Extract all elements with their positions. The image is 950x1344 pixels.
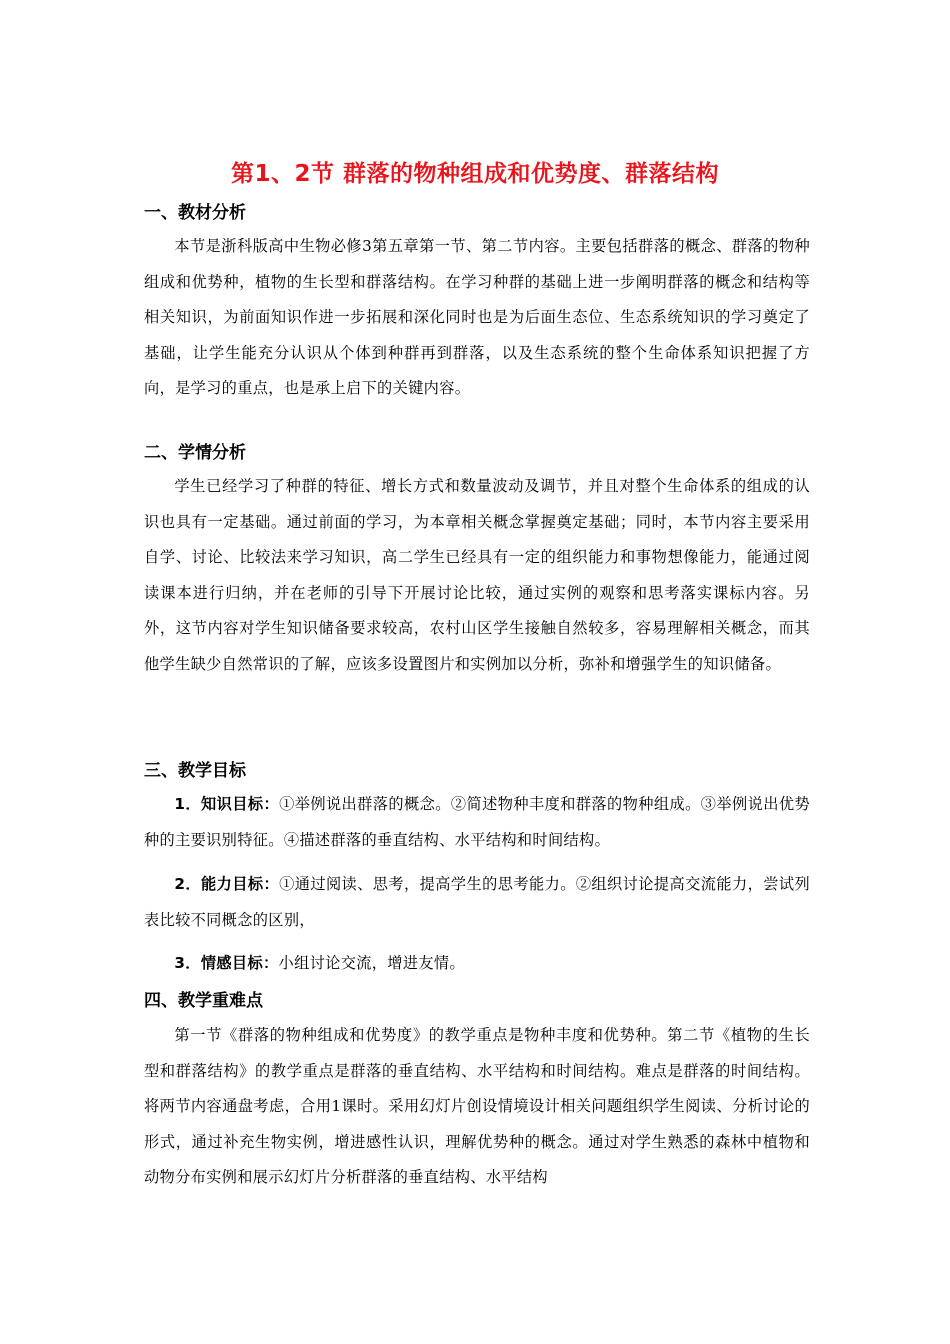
section-paragraph-student-analysis: 学生已经学习了种群的特征、增长方式和数量波动及调节，并且对整个生命体系的组成的认识也具有一定基础。通过前面的学习，为本章相关概念掌握奠定基础；同时，本节内容主要采用自学、讨论、比较法来学习知识，高二学生已经具有一定的组织能力和事物想像能力，能通过阅读课本进行归纳，并在老师的引导下开展讨论比较，通过实例的观察和思考落实课标内容。另外，这节内容对学生知识储备要求较高，农村山区学生接触自然较多，容易理解相关概念，而其他学生缺少自然常识的了解，应该多设置图片和实例加以分析，弥补和增强学生的知识储备。 — [144, 477, 810, 673]
section-heading-textbook-analysis: 一、教材分析 — [144, 203, 246, 223]
goal-knowledge-label: 1．知识目标： — [174, 795, 280, 813]
section-paragraph-key-points: 第一节《群落的物种组成和优势度》的教学重点是物种丰度和优势种。第二节《植物的生长型和群落结构》的教学重点是群落的垂直结构、水平结构和时间结构。难点是群落的时间结构。将两节内容通盘考虑，合用1课时。采用幻灯片创设情境设计相关问题组织学生阅读、分析讨论的形式，通过补充生物实例，增进感性认识，理解优势种的概念。通过对学生熟悉的森林中植物和动物分布实例和展示幻灯片分析群落的垂直结构、水平结构 — [144, 1026, 810, 1186]
section-heading-teaching-goals: 三、教学目标 — [144, 761, 246, 781]
goal-knowledge-text: ①举例说出群落的概念。②简述物种丰度和群落的物种组成。③举例说出优势种的主要识别特征。④描述群落的垂直结构、水平结构和时间结构。 — [144, 795, 810, 849]
goal-emotion-label: 3．情感目标： — [174, 954, 279, 972]
goal-emotion — [144, 946, 810, 982]
document-title: 第1、2节 群落的物种组成和优势度、群落结构 — [230, 161, 719, 187]
section-paragraph-textbook-analysis: 本节是浙科版高中生物必修3第五章第一节、第二节内容。主要包括群落的概念、群落的物种组成和优势种，植物的生长型和群落结构。在学习种群的基础上进一步阐明群落的概念和结构等相关知识，为前面知识作进一步拓展和深化同时也是为后面生态位、生态系统知识的学习奠定了基础，让学生能充分认识从个体到种群再到群落，以及生态系统的整个生命体系知识把握了方向，是学习的重点，也是承上启下的关键内容。 — [144, 237, 810, 397]
goal-ability-text: ①通过阅读、思考，提高学生的思考能力。②组织讨论提高交流能力，尝试列表比较不同概念的区别， — [144, 875, 810, 929]
section-heading-key-points: 四、教学重难点 — [144, 991, 263, 1011]
section-heading-student-analysis: 二、学情分析 — [144, 443, 246, 463]
goal-emotion-text: 小组讨论交流，增进友情。 — [278, 954, 465, 972]
goal-ability-label: 2．能力目标： — [174, 875, 280, 893]
goal-knowledge — [144, 787, 810, 858]
goal-ability — [144, 867, 810, 938]
